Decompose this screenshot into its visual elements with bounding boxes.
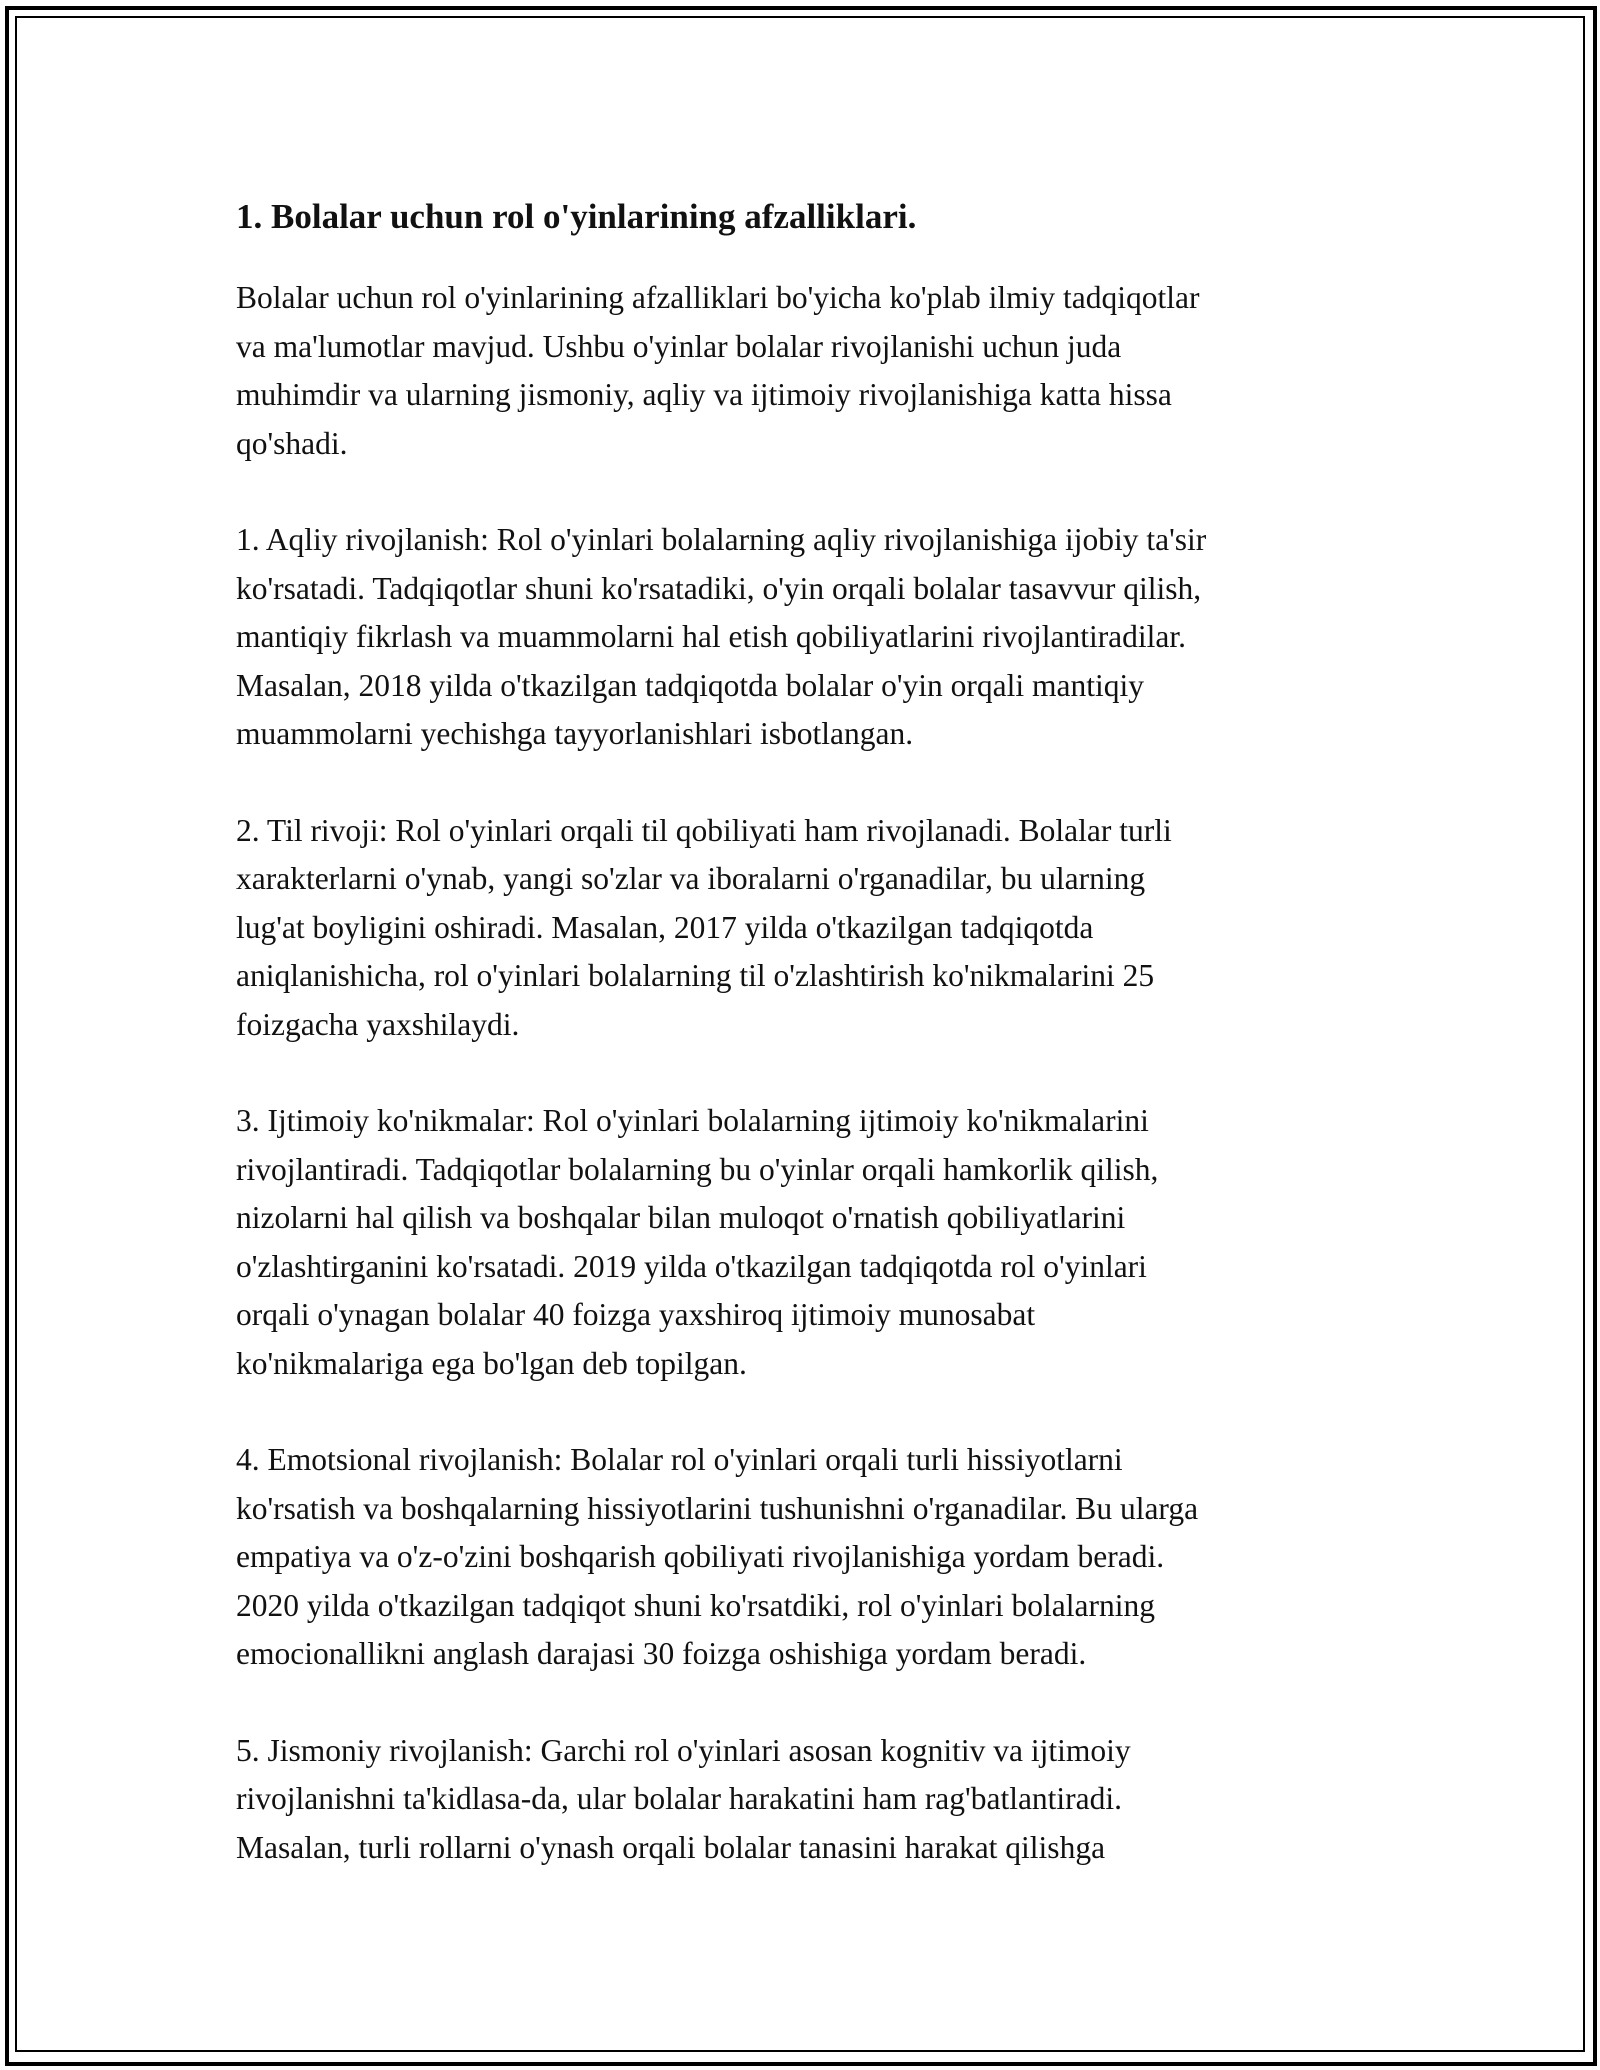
- paragraph-social-skills: 3. Ijtimoiy ko'nikmalar: Rol o'yinlari bolalarning ijtimoiy ko'nikmalarini rivojlantiradi. Tadqiqotlar bolalarning bu o'yinlar orqali hamkorlik qilish, nizolarni hal qilish va boshqalar bilan muloqot o'rnatish qobiliyatlarini o'zlashtirganini ko'rsatadi. 2019 yilda o'tkazilgan tadqiqotda rol o'yinlari orqali o'ynagan bolalar 40 foizga yaxshiroq ijtimoiy munosabat ko'nikmalariga ega bo'lgan deb topilgan.: [236, 1103, 1159, 1381]
- paragraph-emotional-development: 4. Emotsional rivojlanish: Bolalar rol o'yinlari orqali turli hissiyotlarni ko'rsatish va boshqalarning hissiyotlarini tushunishni o'rganadilar. Bu ularga empatiya va o'z-o'zini boshqarish qobiliyati rivojlanishiga yordam beradi. 2020 yilda o'tkazilgan tadqiqot shuni ko'rsatdiki, rol o'yinlari bolalarning emocionallikni anglash darajasi 30 foizga oshishiga yordam beradi.: [236, 1442, 1199, 1671]
- intro-paragraph: Bolalar uchun rol o'yinlarining afzalliklari bo'yicha ko'plab ilmiy tadqiqotlar va ma'lumotlar mavjud. Ushbu o'yinlar bolalar rivojlanishi uchun juda muhimdir va ularning jismoniy, aqliy va ijtimoiy rivojlanishiga katta hissa qo'shadi.: [236, 280, 1200, 461]
- paragraph-physical-development: 5. Jismoniy rivojlanish: Garchi rol o'yinlari asosan kognitiv va ijtimoiy rivojlanishni ta'kidlasa-da, ular bolalar harakatini ham rag'batlantiradi. Masalan, turli rollarni o'ynash orqali bolalar tanasini harakat qilishga: [236, 1732, 1131, 1865]
- paragraph-language-development: 2. Til rivoji: Rol o'yinlari orqali til qobiliyati ham rivojlanadi. Bolalar turli xarakterlarni o'ynab, yangi so'zlar va iboralarni o'rganadilar, bu ularning lug'at boyligini oshiradi. Masalan, 2017 yilda o'tkazilgan tadqiqotda aniqlanishicha, rol o'yinlari bolalarning til o'zlashtirish ko'nikmalarini 25 foizgacha yaxshilaydi.: [236, 812, 1172, 1042]
- paragraph-mental-development: 1. Aqliy rivojlanish: Rol o'yinlari bolalarning aqliy rivojlanishiga ijobiy ta'sir ko'rsatadi. Tadqiqotlar shuni ko'rsatadiki, o'yin orqali bolalar tasavvur qilish, mantiqiy fikrlash va muammolarni hal etish qobiliyatlarini rivojlantiradilar. Masalan, 2018 yilda o'tkazilgan tadqiqotda bolalar o'yin orqali mantiqiy muammolarni yechishga tayyorlanishlari isbotlangan.: [236, 522, 1207, 751]
- section-heading: 1. Bolalar uchun rol o'yinlarining afzalliklari.: [236, 197, 917, 236]
- document-body: [236, 188, 1416, 1920]
